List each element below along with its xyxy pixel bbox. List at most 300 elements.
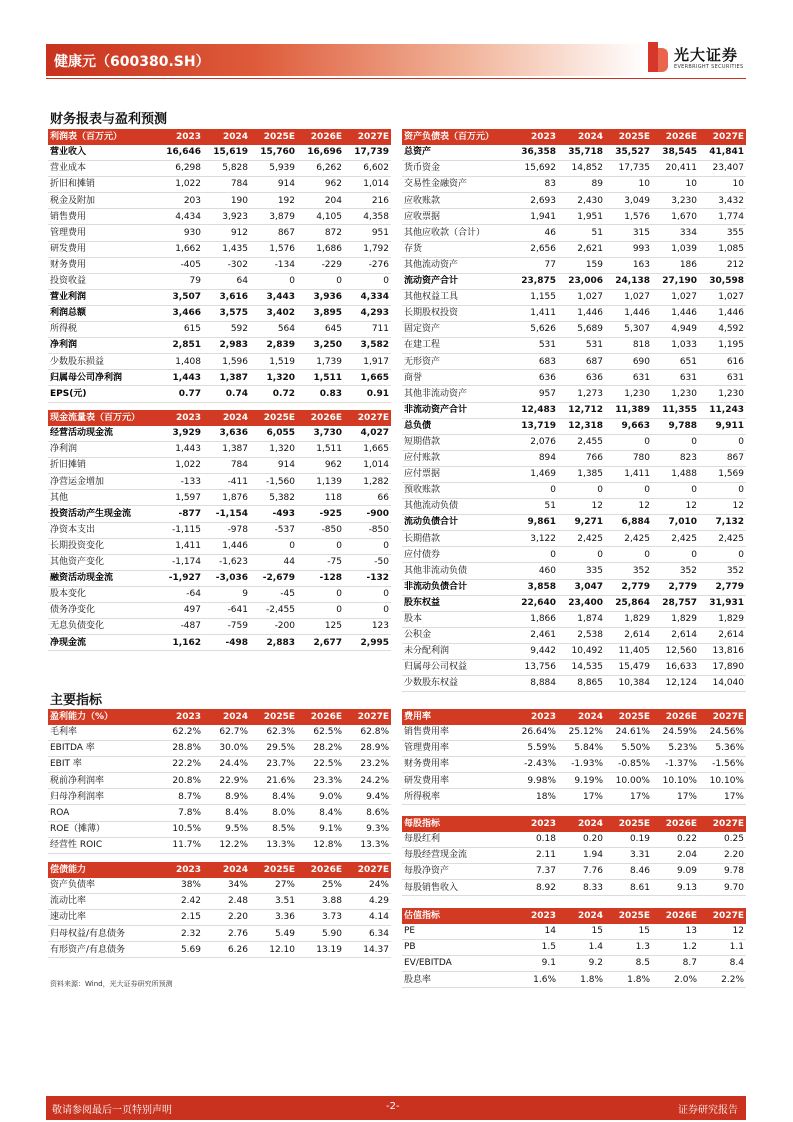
- cell-value: 315: [605, 225, 652, 241]
- table-row: [48, 322, 391, 338]
- cell-value: 8.7%: [156, 789, 203, 805]
- cell-value: -850: [344, 522, 391, 538]
- cell-value: 3.88: [297, 894, 344, 910]
- income-header-row: [48, 129, 391, 145]
- row-label: 少数股东权益: [402, 676, 511, 692]
- cell-value: -132: [344, 570, 391, 586]
- cell-value: 3,923: [203, 209, 250, 225]
- table-row: [402, 643, 746, 659]
- table-row: [402, 289, 746, 305]
- cell-value: 3,402: [250, 305, 297, 321]
- cell-value: 8.4%: [203, 805, 250, 821]
- cell-value: 2,779: [699, 579, 746, 595]
- cell-value: 9.19%: [558, 773, 605, 789]
- year-header: 2026E: [652, 816, 699, 832]
- cell-value: 0.91: [344, 386, 391, 402]
- year-header: 2026E: [652, 709, 699, 725]
- row-label: 流动负债合计: [402, 515, 511, 531]
- cell-value: 3,432: [699, 193, 746, 209]
- year-header: 2024: [558, 709, 605, 725]
- cell-value: 12,318: [558, 418, 605, 434]
- table-row: [402, 161, 746, 177]
- table-row: [48, 458, 391, 474]
- cell-value: 914: [250, 177, 297, 193]
- cell-value: -128: [297, 570, 344, 586]
- cell-value: -2,679: [250, 570, 297, 586]
- cell-value: 125: [297, 619, 344, 635]
- row-label: 管理费用: [48, 225, 156, 241]
- cell-value: 204: [297, 193, 344, 209]
- row-label: 销售费用: [48, 209, 156, 225]
- table-row: [48, 257, 391, 273]
- cell-value: -229: [297, 257, 344, 273]
- cell-value: 1,320: [250, 442, 297, 458]
- cell-value: 335: [558, 563, 605, 579]
- cell-value: 8.5: [605, 956, 652, 972]
- row-label: 预收账款: [402, 482, 511, 498]
- table-row: [402, 209, 746, 225]
- cell-value: 1,662: [156, 241, 203, 257]
- cell-value: 1,443: [156, 442, 203, 458]
- cell-value: 6.34: [344, 926, 391, 942]
- cell-value: 0.72: [250, 386, 297, 402]
- table-row: [48, 225, 391, 241]
- cell-value: -2,455: [250, 603, 297, 619]
- cell-value: 0.19: [605, 832, 652, 848]
- cell-value: 3,858: [511, 579, 558, 595]
- cell-value: 784: [203, 458, 250, 474]
- cell-value: 8.4: [699, 956, 746, 972]
- cell-value: 13,719: [511, 418, 558, 434]
- row-label: PE: [402, 924, 511, 940]
- cell-value: 497: [156, 603, 203, 619]
- row-label: 速动比率: [48, 910, 156, 926]
- cell-value: 2,693: [511, 193, 558, 209]
- row-label: 销售费用率: [402, 725, 511, 741]
- cell-value: 12,124: [652, 676, 699, 692]
- cell-value: 0: [511, 547, 558, 563]
- table-row: [402, 880, 746, 896]
- row-label: 税前净利润率: [48, 773, 156, 789]
- cell-value: 1,866: [511, 611, 558, 627]
- cell-value: 3,230: [652, 193, 699, 209]
- table-row: [48, 386, 391, 402]
- year-header: 2023: [156, 129, 203, 145]
- cell-value: 62.3%: [250, 725, 297, 741]
- cell-value: 118: [297, 490, 344, 506]
- cell-value: 9,442: [511, 643, 558, 659]
- cell-value: 2,621: [558, 241, 605, 257]
- cell-value: 0: [652, 547, 699, 563]
- expense-header-row: [402, 709, 746, 725]
- cell-value: 1,792: [344, 241, 391, 257]
- cell-value: -2.43%: [511, 757, 558, 773]
- cell-value: 2,455: [558, 434, 605, 450]
- cell-value: 3,636: [203, 426, 250, 442]
- pershare-header-row: [402, 816, 746, 832]
- year-header: 2027E: [699, 709, 746, 725]
- header-bar: [46, 44, 646, 76]
- table-row: [402, 322, 746, 338]
- cell-value: 27%: [250, 878, 297, 894]
- cell-value: 9.1: [511, 956, 558, 972]
- row-label: PB: [402, 940, 511, 956]
- table-row: [402, 956, 746, 972]
- cell-value: 51: [511, 499, 558, 515]
- cell-value: 930: [156, 225, 203, 241]
- cell-value: 2.15: [156, 910, 203, 926]
- cell-value: 1.8%: [605, 972, 652, 988]
- table-row: [402, 627, 746, 643]
- table-row: [402, 579, 746, 595]
- row-label: EBITDA 率: [48, 741, 156, 757]
- row-label: 交易性金融资产: [402, 177, 511, 193]
- table-row: [402, 466, 746, 482]
- cell-value: 62.8%: [344, 725, 391, 741]
- cell-value: 780: [605, 450, 652, 466]
- income-title: 利润表（百万元）: [48, 129, 156, 145]
- cell-value: 2.42: [156, 894, 203, 910]
- cell-value: 355: [699, 225, 746, 241]
- cell-value: 3,250: [297, 338, 344, 354]
- cell-value: 0: [297, 538, 344, 554]
- cell-value: 9.0%: [297, 789, 344, 805]
- cell-value: 83: [511, 177, 558, 193]
- cell-value: 1,027: [699, 289, 746, 305]
- cell-value: 9.1%: [297, 821, 344, 837]
- cell-value: 192: [250, 193, 297, 209]
- row-label: 其他流动负债: [402, 499, 511, 515]
- table-row: [48, 773, 391, 789]
- row-label: 非流动负债合计: [402, 579, 511, 595]
- row-label: 净资本支出: [48, 522, 156, 538]
- table-row: [48, 554, 391, 570]
- cell-value: 35,527: [605, 145, 652, 161]
- cell-value: 5,828: [203, 161, 250, 177]
- profitability-table: [48, 709, 391, 854]
- row-label: 营业收入: [48, 145, 156, 161]
- row-label: 股本: [402, 611, 511, 627]
- cell-value: 22.9%: [203, 773, 250, 789]
- table-row: [48, 209, 391, 225]
- table-row: [402, 789, 746, 805]
- cell-value: -0.85%: [605, 757, 652, 773]
- table-row: [402, 145, 746, 161]
- cell-value: 0: [297, 273, 344, 289]
- cell-value: 784: [203, 177, 250, 193]
- cell-value: 2,614: [652, 627, 699, 643]
- table-row: [48, 305, 391, 321]
- row-label: 其他资产变化: [48, 554, 156, 570]
- cell-value: 3,466: [156, 305, 203, 321]
- row-label: ROE（摊薄）: [48, 821, 156, 837]
- cell-value: 24.61%: [605, 725, 652, 741]
- table-row: [48, 741, 391, 757]
- table-row: [402, 725, 746, 741]
- cell-value: 1,320: [250, 370, 297, 386]
- cell-value: 23,407: [699, 161, 746, 177]
- year-header: 2025E: [250, 410, 297, 426]
- cell-value: 21.6%: [250, 773, 297, 789]
- cell-value: 23.7%: [250, 757, 297, 773]
- cell-value: 531: [558, 338, 605, 354]
- cell-value: 636: [511, 370, 558, 386]
- cell-value: 5.84%: [558, 741, 605, 757]
- year-header: 2027E: [344, 862, 391, 878]
- cell-value: 616: [699, 354, 746, 370]
- row-label: 经营活动现金流: [48, 426, 156, 442]
- cell-value: 190: [203, 193, 250, 209]
- cell-value: 7,132: [699, 515, 746, 531]
- cell-value: 0: [297, 586, 344, 602]
- table-row: [48, 757, 391, 773]
- cell-value: 18%: [511, 789, 558, 805]
- cell-value: 16,696: [297, 145, 344, 161]
- cell-value: 0: [558, 547, 605, 563]
- cell-value: 1,385: [558, 466, 605, 482]
- cell-value: 9.98%: [511, 773, 558, 789]
- table-row: [402, 305, 746, 321]
- cell-value: 2,656: [511, 241, 558, 257]
- cell-value: 1,022: [156, 458, 203, 474]
- row-label: 长期投资变化: [48, 538, 156, 554]
- cell-value: 631: [652, 370, 699, 386]
- cell-value: 6,884: [605, 515, 652, 531]
- cell-value: 23,400: [558, 595, 605, 611]
- row-label: 税金及附加: [48, 193, 156, 209]
- year-header: 2027E: [344, 129, 391, 145]
- cell-value: 2,538: [558, 627, 605, 643]
- cell-value: 1,829: [699, 611, 746, 627]
- row-label: 股东权益: [402, 595, 511, 611]
- cell-value: 13.19: [297, 942, 344, 958]
- cell-value: 0: [250, 538, 297, 554]
- cell-value: 1,085: [699, 241, 746, 257]
- table-row: [48, 942, 391, 958]
- cell-value: 1,488: [652, 466, 699, 482]
- valuation-table: [402, 908, 746, 988]
- cell-value: -1,154: [203, 506, 250, 522]
- cell-value: 66: [344, 490, 391, 506]
- cell-value: 872: [297, 225, 344, 241]
- row-label: 折旧和摊销: [48, 177, 156, 193]
- year-header: 2023: [156, 410, 203, 426]
- row-label: 流动比率: [48, 894, 156, 910]
- cell-value: 62.2%: [156, 725, 203, 741]
- table-row: [48, 506, 391, 522]
- cell-value: 867: [699, 450, 746, 466]
- row-label: 在建工程: [402, 338, 511, 354]
- cell-value: 5.59%: [511, 741, 558, 757]
- cell-value: 4,434: [156, 209, 203, 225]
- cell-value: 2,425: [558, 531, 605, 547]
- year-header: 2027E: [344, 410, 391, 426]
- row-label: 存货: [402, 241, 511, 257]
- cell-value: 30.0%: [203, 741, 250, 757]
- row-label: 归母权益/有息债务: [48, 926, 156, 942]
- cell-value: 9: [203, 586, 250, 602]
- cell-value: -411: [203, 474, 250, 490]
- cell-value: 1,670: [652, 209, 699, 225]
- cell-value: 5.90: [297, 926, 344, 942]
- table-row: [402, 864, 746, 880]
- cell-value: 0: [297, 603, 344, 619]
- cell-value: 1,230: [699, 386, 746, 402]
- cell-value: 9.09: [652, 864, 699, 880]
- cell-value: 6,602: [344, 161, 391, 177]
- cashflow-title: 现金流量表（百万元）: [48, 410, 156, 426]
- table-row: [402, 482, 746, 498]
- cell-value: 23.3%: [297, 773, 344, 789]
- row-label: 研发费用: [48, 241, 156, 257]
- row-label: 营业利润: [48, 289, 156, 305]
- table-row: [48, 338, 391, 354]
- year-header: 2027E: [699, 908, 746, 924]
- cell-value: 818: [605, 338, 652, 354]
- cell-value: 31,931: [699, 595, 746, 611]
- cell-value: 9,788: [652, 418, 699, 434]
- cell-value: 17%: [605, 789, 652, 805]
- table-row: [48, 837, 391, 853]
- cell-value: 4,334: [344, 289, 391, 305]
- row-label: 货币资金: [402, 161, 511, 177]
- table-row: [402, 773, 746, 789]
- cell-value: 13: [652, 924, 699, 940]
- cell-value: 6,262: [297, 161, 344, 177]
- cell-value: 5.49: [250, 926, 297, 942]
- row-label: 债务净变化: [48, 603, 156, 619]
- row-label: 每股净资产: [402, 864, 511, 880]
- cell-value: -1.93%: [558, 757, 605, 773]
- cell-value: 22.5%: [297, 757, 344, 773]
- table-row: [402, 660, 746, 676]
- cell-value: 51: [558, 225, 605, 241]
- cell-value: -134: [250, 257, 297, 273]
- row-label: 股息率: [402, 972, 511, 988]
- year-header: 2026E: [652, 908, 699, 924]
- year-header: 2025E: [605, 908, 652, 924]
- cell-value: 0: [344, 603, 391, 619]
- cell-value: 1,435: [203, 241, 250, 257]
- cell-value: 2,425: [605, 531, 652, 547]
- table-row: [402, 595, 746, 611]
- cell-value: 5.23%: [652, 741, 699, 757]
- section-title-financials: 财务报表与盈利预测: [50, 112, 168, 127]
- cell-value: 2.48: [203, 894, 250, 910]
- cell-value: 687: [558, 354, 605, 370]
- cell-value: 41,841: [699, 145, 746, 161]
- cell-value: 8.92: [511, 880, 558, 896]
- cell-value: 1,411: [605, 466, 652, 482]
- cell-value: 14,040: [699, 676, 746, 692]
- profitability-header-row: [48, 709, 391, 725]
- cell-value: 46: [511, 225, 558, 241]
- cell-value: 1,162: [156, 635, 203, 651]
- cell-value: 5,689: [558, 322, 605, 338]
- table-row: [48, 370, 391, 386]
- cell-value: 1,027: [652, 289, 699, 305]
- cell-value: 1,387: [203, 370, 250, 386]
- row-label: 其他非流动负债: [402, 563, 511, 579]
- table-row: [402, 515, 746, 531]
- cell-value: 38%: [156, 878, 203, 894]
- row-label: 资产负债率: [48, 878, 156, 894]
- cell-value: 12: [699, 924, 746, 940]
- cell-value: 28,757: [652, 595, 699, 611]
- cell-value: 10.00%: [605, 773, 652, 789]
- cell-value: 24.59%: [652, 725, 699, 741]
- table-row: [402, 386, 746, 402]
- table-row: [48, 603, 391, 619]
- cell-value: 0: [511, 482, 558, 498]
- cell-value: 10: [652, 177, 699, 193]
- profitability-title: 盈利能力（%）: [48, 709, 156, 725]
- cell-value: 1,411: [156, 538, 203, 554]
- row-label: 总资产: [402, 145, 511, 161]
- cell-value: 651: [652, 354, 699, 370]
- cell-value: -64: [156, 586, 203, 602]
- cell-value: 6,055: [250, 426, 297, 442]
- cell-value: 3,895: [297, 305, 344, 321]
- cell-value: 163: [605, 257, 652, 273]
- table-row: [48, 193, 391, 209]
- row-label: 归属母公司净利润: [48, 370, 156, 386]
- cell-value: -302: [203, 257, 250, 273]
- cell-value: 1,195: [699, 338, 746, 354]
- cell-value: 17%: [699, 789, 746, 805]
- cell-value: 89: [558, 177, 605, 193]
- row-label: 融资活动现金流: [48, 570, 156, 586]
- cell-value: 17,735: [605, 161, 652, 177]
- year-header: 2023: [511, 709, 558, 725]
- cell-value: 12: [558, 499, 605, 515]
- row-label: 毛利率: [48, 725, 156, 741]
- cell-value: 3.31: [605, 848, 652, 864]
- row-label: 应付账款: [402, 450, 511, 466]
- table-row: [402, 848, 746, 864]
- table-row: [402, 940, 746, 956]
- cell-value: 11,243: [699, 402, 746, 418]
- row-label: 投资收益: [48, 273, 156, 289]
- cell-value: 159: [558, 257, 605, 273]
- cell-value: 0.77: [156, 386, 203, 402]
- cell-value: 12: [699, 499, 746, 515]
- cell-value: 8.4%: [297, 805, 344, 821]
- cell-value: 1,411: [511, 305, 558, 321]
- row-label: 应收票据: [402, 209, 511, 225]
- per-share-table: [402, 816, 746, 896]
- cell-value: -850: [297, 522, 344, 538]
- cell-value: 4.14: [344, 910, 391, 926]
- row-label: 财务费用率: [402, 757, 511, 773]
- row-label: 其他流动资产: [402, 257, 511, 273]
- cell-value: 3,879: [250, 209, 297, 225]
- table-row: [48, 490, 391, 506]
- footer-disclaimer: 敬请参阅最后一页特别声明: [52, 1105, 172, 1116]
- cell-value: 1,139: [297, 474, 344, 490]
- cell-value: 4.29: [344, 894, 391, 910]
- cell-value: 1.4: [558, 940, 605, 956]
- cell-value: 3,929: [156, 426, 203, 442]
- cell-value: 460: [511, 563, 558, 579]
- cell-value: 10.10%: [699, 773, 746, 789]
- footer-bar: [46, 1096, 746, 1120]
- cell-value: 8,865: [558, 676, 605, 692]
- row-label: 其他非流动资产: [402, 386, 511, 402]
- cell-value: 7,010: [652, 515, 699, 531]
- cell-value: 2,425: [699, 531, 746, 547]
- cell-value: 12.10: [250, 942, 297, 958]
